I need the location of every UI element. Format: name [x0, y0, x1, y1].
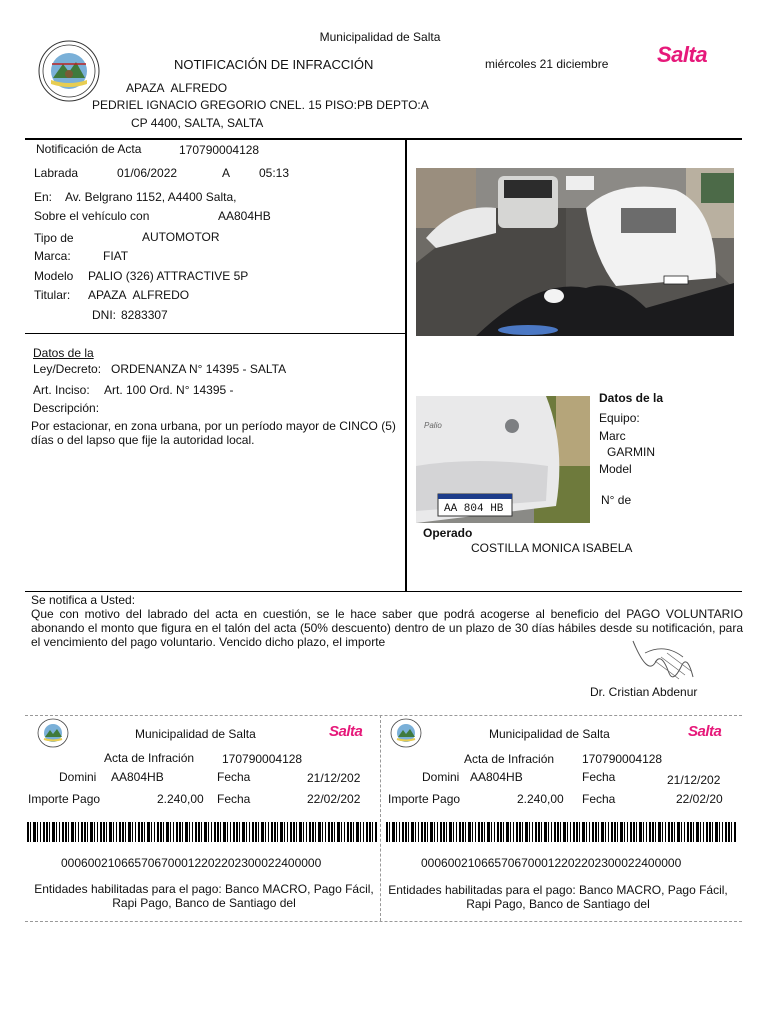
stub-entities: Entidades habilitadas para el pago: Banco MACRO, Pago Fácil, Rapi Pago, Banco de Santiago del [34, 882, 374, 910]
notif-acta-value: 170790004128 [179, 143, 260, 157]
datos-infraccion-heading: Datos de la [33, 346, 94, 360]
art-label: Art. Inciso: [33, 383, 90, 397]
equipo-modelo-label: Model [599, 462, 632, 476]
stub-importe-value: 2.240,00 [157, 792, 204, 806]
recipient-city: CP 4400, SALTA, SALTA [131, 116, 264, 130]
ley-value: ORDENANZA N° 14395 - SALTA [111, 362, 287, 376]
stub-salta-logo-icon: Salta [688, 723, 722, 740]
titular-label: Titular: [34, 288, 71, 302]
stub-importe-value: 2.240,00 [517, 792, 564, 806]
stub-fecha1-label: Fecha [582, 770, 616, 784]
signer-name: Dr. Cristian Abdenur [590, 685, 698, 699]
operador-label: Operado [423, 526, 473, 540]
notice-body: Que con motivo del labrado del acta en cuestión, se le hace saber que podrá acogerse al beneficio del PAGO VOLUNTARIO abonando el monto que figura en el talón del acta (50% descuento) dentro de un plazo de 30 días hábiles desde su notificación, para el vencimiento del pago voluntario. Vencido dicho plazo, el importe [31, 607, 743, 649]
stub-barcode-number: 000600210665706700012202202300022400000 [421, 856, 682, 870]
stub-org: Municipalidad de Salta [489, 727, 610, 741]
tipo-label: Tipo de [34, 231, 74, 245]
stub-acta-label: Acta de Infración [104, 751, 195, 765]
equipo-marca-value: GARMIN [607, 445, 655, 459]
stub-acta-label: Acta de Infración [464, 752, 555, 766]
stub-seal-icon [390, 718, 422, 748]
stub-org: Municipalidad de Salta [135, 727, 256, 741]
stub-fecha2-value: 22/02/202 [307, 792, 361, 806]
datos-equipo-heading: Datos de la [599, 391, 664, 405]
stub-fecha2-label: Fecha [217, 792, 251, 806]
titular-value: APAZA ALFREDO [88, 288, 190, 302]
stub-dominio-label: Domini [422, 770, 460, 784]
stub-acta-value: 170790004128 [582, 752, 663, 766]
stub-fecha1-label: Fecha [217, 770, 251, 784]
recipient-name: APAZA ALFREDO [126, 81, 228, 95]
location-value: Av. Belgrano 1152, A4400 Salta, [65, 190, 237, 204]
stub-barcode [386, 822, 736, 842]
art-value: Art. 100 Ord. N° 14395 - [104, 383, 234, 397]
stub-dominio-label: Domini [59, 770, 97, 784]
stub-fecha1-value: 21/12/202 [307, 771, 361, 785]
stub-importe-label: Importe Pago [388, 792, 461, 806]
municipality-title: Municipalidad de Salta [319, 30, 441, 44]
stub-fecha1-value: 21/12/202 [667, 773, 721, 787]
equipo-label: Equipo: [599, 411, 640, 425]
labrada-a: A [222, 166, 231, 180]
svg-text:AA 804 HB: AA 804 HB [444, 503, 504, 515]
vehicle-label: Sobre el vehículo con [34, 209, 150, 223]
tipo-value: AUTOMOTOR [142, 230, 220, 244]
equipo-marca-label: Marc [599, 429, 626, 443]
stub-dominio-value: AA804HB [470, 770, 523, 784]
descripcion-text: Por estacionar, en zona urbana, por un período mayor de CINCO (5) días o del lapso que fije la autoridad local. [31, 419, 396, 447]
stub-barcode-number: 000600210665706700012202202300022400000 [61, 856, 322, 870]
stub-acta-value: 170790004128 [222, 752, 303, 766]
labrada-time: 05:13 [259, 166, 290, 180]
notification-title: NOTIFICACIÓN DE INFRACCIÓN [174, 57, 374, 72]
marca-label: Marca: [34, 249, 71, 263]
stub-importe-label: Importe Pago [28, 792, 101, 806]
stub-fecha2-value: 22/02/20 [676, 792, 723, 806]
notice-heading: Se notifica a Usted: [31, 593, 136, 607]
issue-date: miércoles 21 diciembre [485, 57, 609, 71]
marca-value: FIAT [103, 249, 129, 263]
modelo-label: Modelo [34, 269, 74, 283]
modelo-value: PALIO (326) ATTRACTIVE 5P [88, 269, 249, 283]
location-label: En: [34, 190, 53, 204]
ley-label: Ley/Decreto: [33, 362, 102, 376]
equipo-serie-label: N° de [601, 493, 632, 507]
stub-salta-logo-icon: Salta [329, 723, 363, 740]
notif-acta-label: Notificación de Acta [36, 142, 142, 156]
dni-label: DNI: [92, 308, 116, 322]
vehicle-plate: AA804HB [218, 209, 271, 223]
labrada-label: Labrada [34, 166, 79, 180]
dni-value: 8283307 [121, 308, 168, 322]
stub-entities: Entidades habilitadas para el pago: Banco MACRO, Pago Fácil, Rapi Pago, Banco de Santiago del [388, 883, 728, 911]
operador-value: COSTILLA MONICA ISABELA [471, 541, 633, 555]
descripcion-label: Descripción: [33, 401, 100, 415]
recipient-address: PEDRIEL IGNACIO GREGORIO CNEL. 15 PISO:PB DEPTO:A [92, 98, 429, 112]
stub-fecha2-label: Fecha [582, 792, 616, 806]
labrada-date: 01/06/2022 [117, 166, 178, 180]
stub-dominio-value: AA804HB [111, 770, 164, 784]
svg-text:Palio: Palio [424, 421, 442, 430]
salta-logo-icon: Salta [657, 42, 708, 67]
